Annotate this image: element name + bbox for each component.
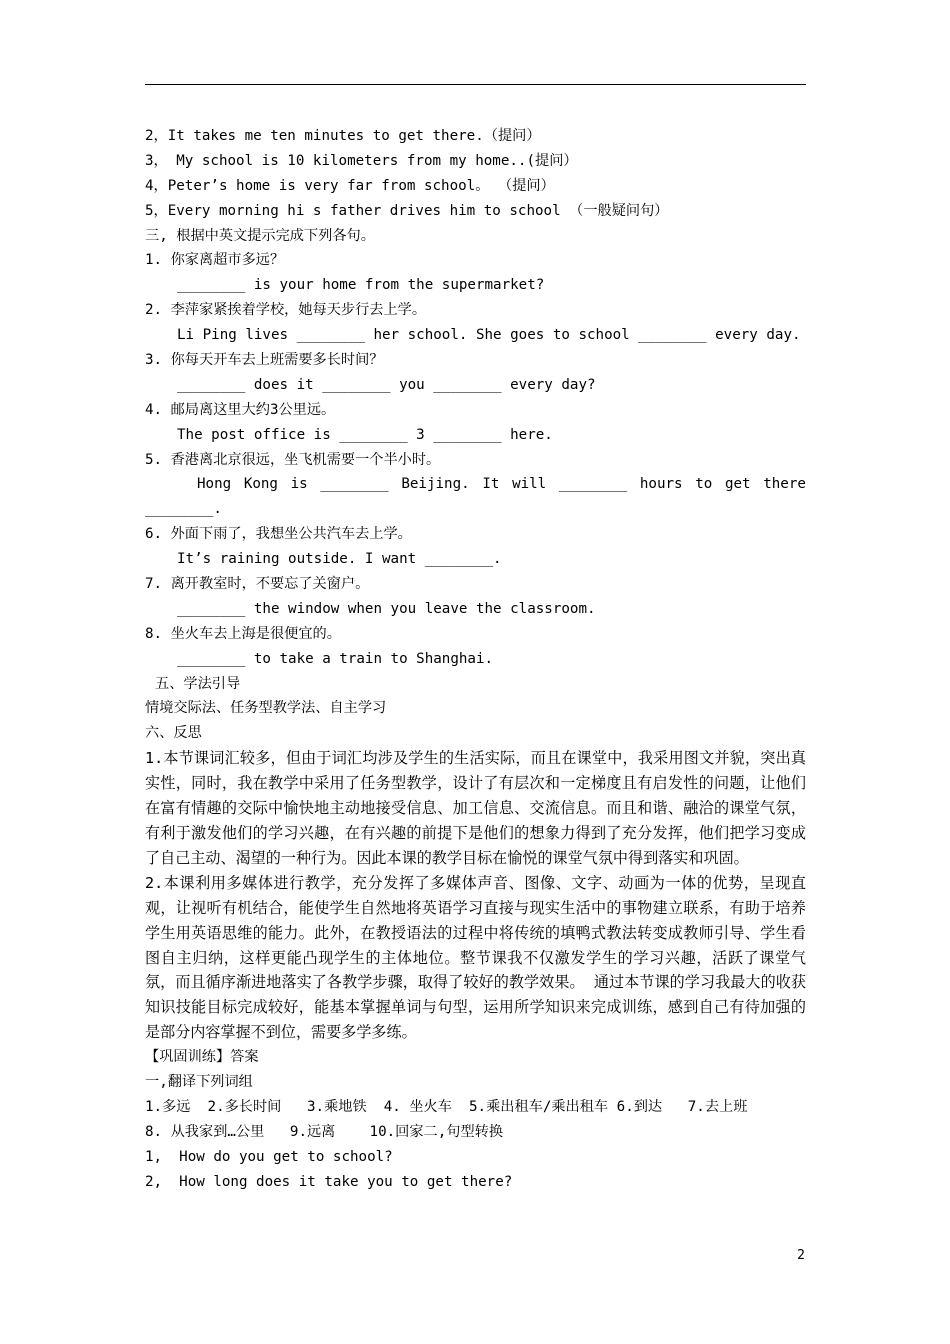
question-cn: 2. 李萍家紧挨着学校，她每天步行去上学。 — [145, 302, 427, 319]
text-line: 5，Every morning hi s father drives him to school （一般疑问句） — [145, 202, 669, 219]
answer-line: 1, How do you get to school? — [145, 1148, 393, 1165]
section-heading: 五、学法引导 — [155, 675, 241, 692]
question-en: Li Ping lives ________ her school. She goes to school ________ every day. — [177, 327, 801, 344]
question-en: The post office is ________ 3 ________ here. — [177, 426, 553, 443]
question-cn: 4. 邮局离这里大约3公里远。 — [145, 401, 336, 418]
question-cn: 8. 坐火车去上海是很便宜的。 — [145, 625, 341, 642]
question-en: It’s raining outside. I want ________. — [177, 551, 502, 568]
blank: ________ — [320, 476, 389, 493]
question-cn: 5. 香港离北京很远，坐飞机需要一个半小时。 — [145, 451, 441, 468]
reflection-paragraph-2: 2.本课利用多媒体进行教学，充分发挥了多媒体声音、图像、文字、动画为一体的优势，呈现直观，让视听有机结合，能使学生自然地将英语学习直接与现实生活中的事物建立联系，有助于培养学生用英语思维的能力。此外，在教授语法的过程中将传统的填鸭式教法转变成教师引导、学生看图自主归纳，这样更能凸现学生的主体地位。整节课我不仅激发学生的学习兴趣，活跃了课堂气氛，而且循序渐进地落实了各教学步骤，取得了较好的教学效果。 通过本节课的学习我最大的收获知识技能目标完成较好，能基本掌握单词与句型，运用所学知识来完成训练，感到自己有待加强的是部分内容掌握不到位，需要多学多练。 — [145, 873, 806, 1042]
word: It — [482, 476, 500, 493]
word: there — [763, 476, 806, 493]
question-en: ________ is your home from the supermarket? — [177, 277, 545, 294]
word: to — [695, 476, 713, 493]
document-body — [145, 124, 806, 1194]
text-line: 一,翻译下列词组 — [145, 1074, 253, 1091]
answer-line: 8. 从我家到…公里 9.远离 10.回家二,句型转换 — [145, 1123, 504, 1140]
section-heading: 【巩固训练】答案 — [145, 1049, 259, 1066]
question-cn: 6. 外面下雨了，我想坐公共汽车去上学。 — [145, 526, 412, 543]
text-line: 2，It takes me ten minutes to get there.（提问） — [145, 128, 541, 144]
section-heading: 六、反思 — [145, 725, 202, 742]
text-line: 情境交际法、任务型教学法、自主学习 — [145, 700, 387, 717]
reflection-paragraph-1: 1.本节课词汇较多，但由于词汇均涉及学生的生活实际，而且在课堂中，我采用图文并貌，突出真实性，同时，我在教学中采用了任务型教学，设计了有层次和一定梯度且有启发性的问题，让他们在富有情趣的交际中愉快地主动地接受信息、加工信息、交流信息。而且和谐、融洽的课堂气氛，有利于激发他们的学习兴趣，在有兴趣的前提下是他们的想象力得到了充分发挥，他们把学习变成了自己主动、渴望的一种行为。因此本课的教学目标在愉悦的课堂气氛中得到落实和巩固。 — [145, 749, 806, 867]
answer-line: 1.多远 2.多长时间 3.乘地铁 4. 坐火车 5.乘出租车/乘出租车 6.到达 7.去上班 — [145, 1098, 748, 1115]
text-line: 4，Peter’s home is very far from school。 （提问） — [145, 177, 555, 194]
question-en-tail: ________. — [145, 501, 222, 518]
question-en-justified — [145, 472, 806, 497]
question-cn: 7. 离开教室时，不要忘了关窗户。 — [145, 576, 370, 593]
word: will — [512, 476, 547, 493]
question-en: ________ to take a train to Shanghai. — [177, 650, 494, 667]
question-en: ________ does it ________ you ________ every day? — [177, 376, 596, 393]
page-number: 2 — [797, 1248, 805, 1263]
word: Beijing. — [401, 476, 470, 493]
question-cn: 1. 你家离超市多远？ — [145, 252, 285, 269]
word: Kong — [243, 476, 278, 493]
word: Hong — [197, 476, 232, 493]
word: is — [290, 476, 308, 493]
section-heading: 三, 根据中英文提示完成下列各句。 — [145, 227, 375, 244]
word: get — [724, 476, 751, 493]
question-cn: 3. 你每天开车去上班需要多长时间？ — [145, 352, 384, 369]
question-en: ________ the window when you leave the classroom. — [177, 600, 596, 617]
text-line: 3， My school is 10 kilometers from my home..(提问） — [145, 152, 578, 169]
header-rule — [145, 84, 806, 85]
answer-line: 2, How long does it take you to get there? — [145, 1173, 513, 1190]
word: hours — [639, 476, 683, 493]
blank: ________ — [558, 476, 628, 493]
